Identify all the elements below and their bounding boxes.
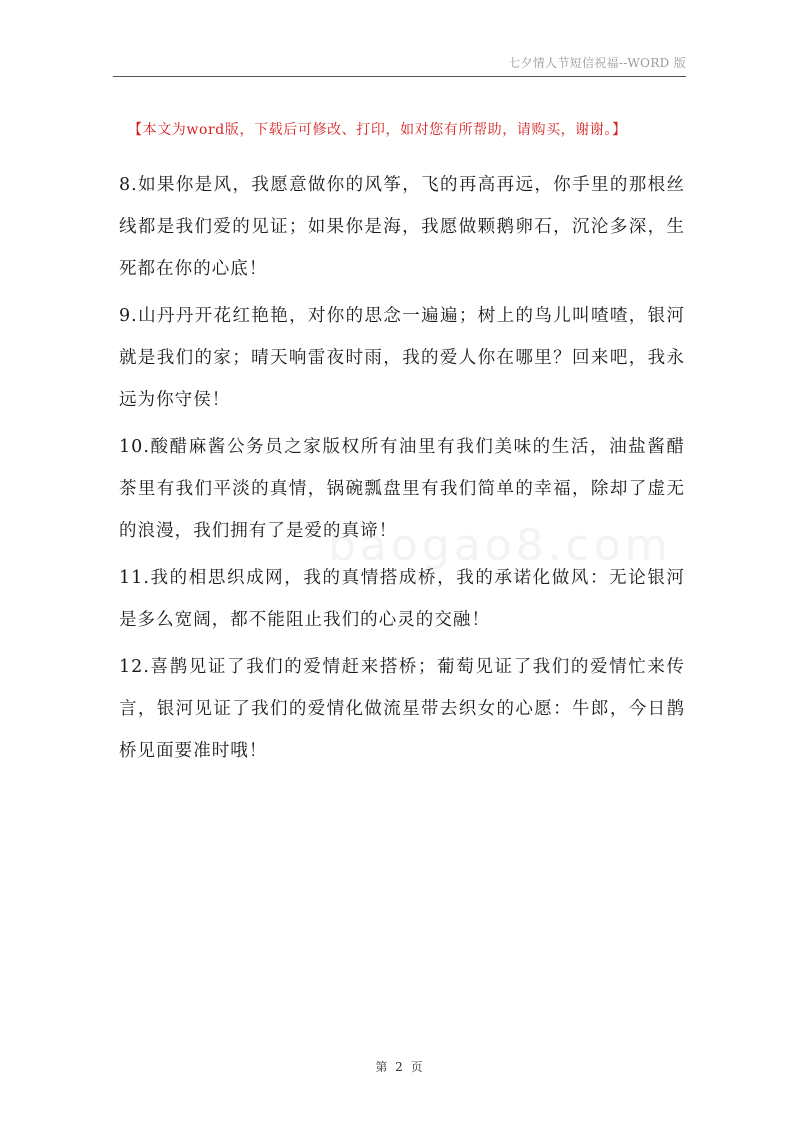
document-body xyxy=(119,164,685,777)
paragraph-9: 9.山丹丹开花红艳艳，对你的思念一遍遍；树上的鸟儿叫喳喳，银河就是我们的家；晴天响雷夜时雨，我的爱人你在哪里？回来吧，我永远为你守侯！ xyxy=(119,306,685,410)
page-number: 第 2 页 xyxy=(375,1060,425,1074)
header-title: 七夕情人节短信祝福--WORD 版 xyxy=(508,56,686,70)
paragraph-12: 12.喜鹊见证了我们的爱情赶来搭桥；葡萄见证了我们的爱情忙来传言，银河见证了我们的爱情化做流星带去织女的心愿：牛郎，今日鹊桥见面要准时哦！ xyxy=(119,657,685,761)
paragraph-11: 11.我的相思织成网，我的真情搭成桥，我的承诺化做风：无论银河是多么宽阔，都不能阻止我们的心灵的交融！ xyxy=(119,568,685,630)
watermark: baogao8.com xyxy=(328,520,672,571)
page-header xyxy=(113,52,686,77)
purchase-notice: 【本文为word版，下载后可修改、打印，如对您有所帮助，请购买，谢谢。】 xyxy=(128,122,627,138)
paragraph-8: 8.如果你是风，我愿意做你的风筝，飞的再高再远，你手里的那根丝线都是我们爱的见证；如果你是海，我愿做颗鹅卵石，沉沦多深，生死都在你的心底！ xyxy=(119,175,685,279)
paragraph-10: 10.酸醋麻酱公务员之家版权所有油里有我们美味的生活，油盐酱醋茶里有我们平淡的真情，锅碗瓢盘里有我们简单的幸福，除却了虚无的浪漫，我们拥有了是爱的真谛！ xyxy=(119,437,685,541)
